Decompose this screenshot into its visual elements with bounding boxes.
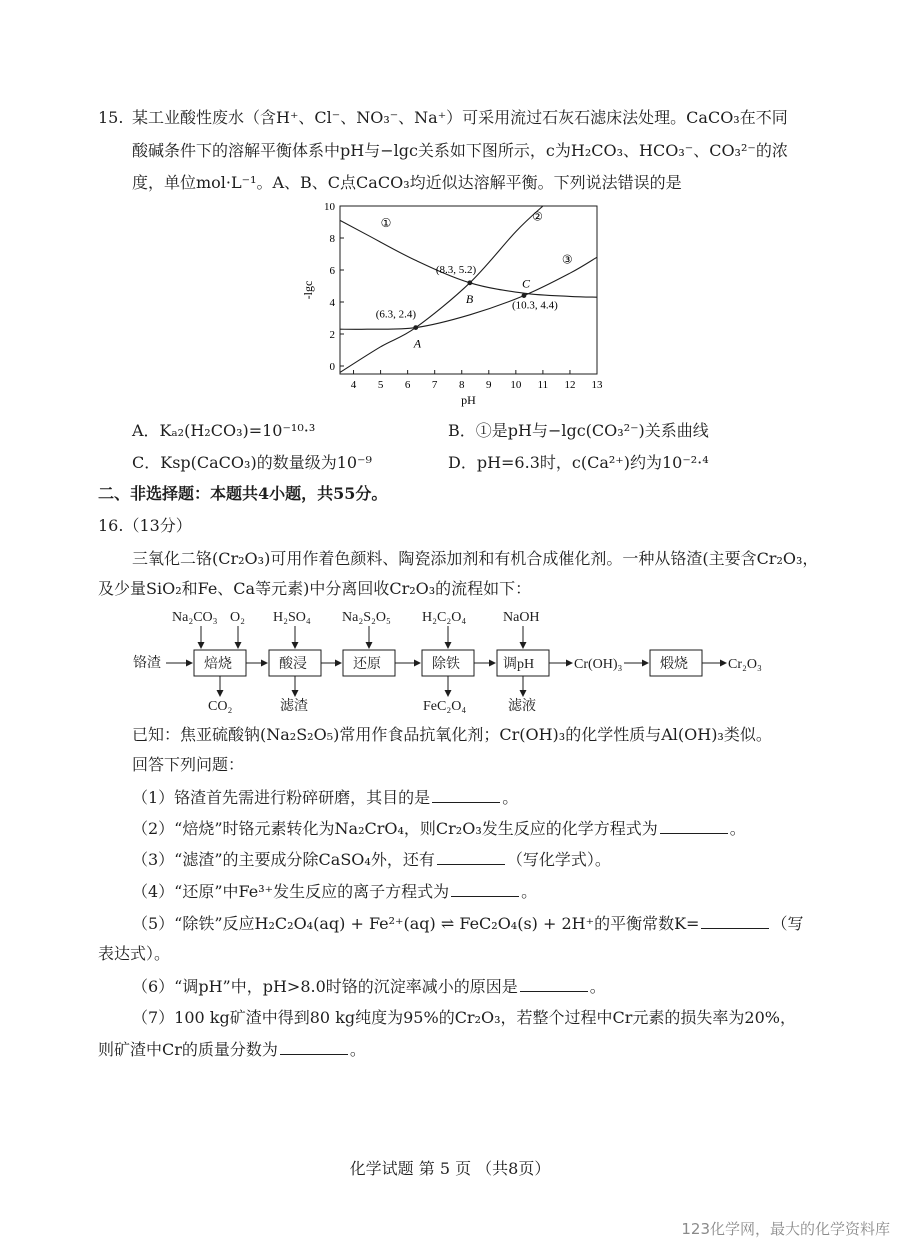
flow-output-fec2o4: FeC₂O₄ bbox=[423, 699, 467, 714]
flow-step-adjust-ph bbox=[497, 650, 549, 676]
q16-sub5-suffix: （写 bbox=[771, 914, 804, 933]
section2-heading: 二、非选择题：本题共4小题，共55分。 bbox=[98, 484, 388, 503]
answer-blank[interactable] bbox=[437, 848, 505, 865]
flow-input-h2c2o4: H₂C₂O₄ bbox=[422, 610, 467, 625]
answer-blank[interactable] bbox=[451, 880, 519, 897]
q15-option-b: B．①是pH与−lgc(CO₃²⁻)关系曲线 bbox=[448, 421, 709, 440]
x-tick-label: 10 bbox=[510, 379, 522, 391]
y-tick-label: 8 bbox=[329, 233, 335, 245]
q16-sub2-text: （2）“焙烧”时铬元素转化为Na₂CrO₄，则Cr₂O₃发生反应的化学方程式为 bbox=[132, 819, 658, 838]
point-coord-label: (10.3, 4.4) bbox=[511, 299, 558, 312]
curve-2 bbox=[340, 206, 543, 372]
x-tick-label: 12 bbox=[564, 379, 576, 391]
flow-input-na2co3: Na₂CO₃ bbox=[172, 610, 218, 625]
period: 。 bbox=[729, 819, 746, 838]
y-tick-label: 10 bbox=[324, 201, 335, 213]
curve-label: ② bbox=[532, 209, 543, 224]
answer-blank[interactable] bbox=[432, 786, 500, 803]
flow-input-na2s2o5: Na₂S₂O₅ bbox=[342, 610, 391, 625]
point-letter: B bbox=[465, 291, 474, 306]
curve-label: ① bbox=[380, 215, 392, 230]
x-tick-label: 9 bbox=[486, 379, 492, 391]
point-coord-label: (8.3, 5.2) bbox=[435, 263, 477, 276]
q15-option-c: C．Ksp(CaCO₃)的数量级为10⁻⁹ bbox=[132, 453, 372, 472]
flow-input-o2: O₂ bbox=[230, 610, 245, 625]
period: 。 bbox=[349, 1040, 366, 1059]
q16-sub3 bbox=[132, 848, 611, 871]
flow-input-h2so4: H₂SO₄ bbox=[273, 610, 311, 625]
flow-step-reduce bbox=[343, 650, 395, 676]
x-tick-label: 13 bbox=[591, 379, 603, 391]
q16-sub5-text: （5）“除铁”反应H₂C₂O₄(aq) + Fe²⁺(aq) ⇌ FeC₂O₄(s) + 2H⁺的平衡常数K= bbox=[132, 914, 700, 933]
point-letter: A bbox=[413, 336, 422, 351]
q16-intro2: 及少量SiO₂和Fe、Ca等元素)中分离回收Cr₂O₃的流程如下： bbox=[98, 579, 532, 598]
q16-known: 已知：焦亚硫酸钠(Na₂S₂O₅)常用作食品抗氧化剂；Cr(OH)₃的化学性质与Al(OH)₃类似。 bbox=[132, 725, 772, 744]
q16-sub4-text: （4）“还原”中Fe³⁺发生反应的离子方程式为 bbox=[132, 882, 450, 901]
q16-sub5 bbox=[132, 912, 803, 935]
ph-lgc-chart bbox=[292, 198, 612, 423]
flow-step-calcine bbox=[650, 650, 702, 676]
flow-output-filtrate: 滤液 bbox=[508, 699, 536, 714]
y-tick-label: 0 bbox=[329, 361, 335, 373]
x-tick-label: 8 bbox=[458, 379, 465, 391]
q16-sub7: （7）100 kg矿渣中得到80 kg纯度为95%的Cr₂O₃，若整个过程中Cr元素的损失率为20%， bbox=[132, 1008, 796, 1027]
flow-output-residue: 滤渣 bbox=[280, 699, 308, 714]
flow-step-label: 调pH bbox=[503, 657, 535, 672]
answer-blank[interactable] bbox=[660, 817, 728, 834]
q16-sub3-text: （3）“滤渣”的主要成分除CaSO₄外，还有 bbox=[132, 850, 435, 869]
q16-answer-prompt: 回答下列问题： bbox=[132, 755, 245, 774]
flow-step-acid-leach bbox=[269, 650, 321, 676]
q16-sub1 bbox=[132, 786, 518, 809]
q15-number: 15. bbox=[98, 108, 124, 127]
answer-blank[interactable] bbox=[701, 912, 769, 929]
flow-step-roast bbox=[194, 650, 246, 676]
q16-sub1-text: （1）铬渣首先需进行粉碎研磨，其目的是 bbox=[132, 788, 431, 807]
point-letter: C bbox=[521, 276, 530, 291]
x-tick-label: 11 bbox=[537, 379, 549, 391]
y-tick-label: 6 bbox=[329, 265, 335, 277]
watermark: 123化学网，最大的化学资料库 bbox=[681, 1220, 890, 1238]
flow-product: Cr₂O₃ bbox=[728, 657, 762, 672]
y-tick-label: 4 bbox=[329, 297, 335, 309]
plot-frame bbox=[340, 206, 597, 374]
x-tick-label: 5 bbox=[377, 379, 384, 391]
flow-start: 铬渣 bbox=[133, 656, 161, 671]
point-a bbox=[413, 325, 418, 330]
process-flowchart bbox=[128, 606, 778, 716]
period: 。 bbox=[521, 882, 538, 901]
curve-1 bbox=[340, 220, 597, 297]
flow-step-label: 酸浸 bbox=[279, 657, 307, 672]
flow-step-label: 还原 bbox=[353, 657, 381, 672]
q16-sub4 bbox=[132, 880, 537, 903]
q15-line2: 酸碱条件下的溶解平衡体系中pH与−lgc关系如下图所示，c为H₂CO₃、HCO₃⁻、CO₃²⁻的浓 bbox=[132, 141, 788, 160]
q15-line1: 某工业酸性废水（含H⁺、Cl⁻、NO₃⁻、Na⁺）可采用流过石灰石滤床法处理。CaCO₃在不同 bbox=[132, 108, 788, 127]
q16-sub7-text: 则矿渣中Cr的质量分数为 bbox=[98, 1040, 278, 1059]
period: 。 bbox=[502, 788, 519, 807]
q16-sub2 bbox=[132, 817, 746, 840]
q16-intro1: 三氧化二铬(Cr₂O₃)可用作着色颜料、陶瓷添加剂和有机合成催化剂。一种从铬渣(主要含Cr₂O₃， bbox=[132, 549, 819, 568]
answer-blank[interactable] bbox=[520, 975, 588, 992]
point-b bbox=[467, 280, 472, 285]
x-axis-label: pH bbox=[461, 393, 476, 407]
q16-sub7-cont bbox=[98, 1038, 366, 1061]
q16-sub5-cont: 表达式）。 bbox=[98, 944, 171, 963]
page-footer: 化学试题 第 5 页 （共8页） bbox=[349, 1159, 551, 1178]
curve-label: ③ bbox=[561, 252, 573, 267]
q16-sub3-suffix: （写化学式）。 bbox=[506, 850, 611, 869]
q16-sub6-text: （6）“调pH”中，pH>8.0时铬的沉淀率减小的原因是 bbox=[132, 977, 518, 996]
flow-step-remove-iron bbox=[422, 650, 474, 676]
answer-blank[interactable] bbox=[280, 1038, 348, 1055]
flow-step-label: 焙烧 bbox=[204, 657, 232, 672]
y-axis-label: -lgc bbox=[301, 280, 315, 300]
y-tick-label: 2 bbox=[329, 329, 335, 341]
flow-step-label: 煅烧 bbox=[660, 657, 688, 672]
q15-line3: 度，单位mol·L⁻¹。A、B、C点CaCO₃均近似达溶解平衡。下列说法错误的是 bbox=[132, 173, 682, 192]
flow-step-label: 除铁 bbox=[432, 657, 460, 672]
flow-input-naoh: NaOH bbox=[503, 610, 540, 625]
q16-sub6 bbox=[132, 975, 606, 998]
x-tick-label: 7 bbox=[431, 379, 438, 391]
q15-option-d: D．pH=6.3时，c(Ca²⁺)约为10⁻²·⁴ bbox=[448, 453, 709, 472]
point-c bbox=[522, 293, 527, 298]
q16-number: 16.（13分） bbox=[98, 516, 192, 535]
q15-option-a: A．Kₐ₂(H₂CO₃)=10⁻¹⁰·³ bbox=[132, 421, 316, 440]
x-tick-label: 6 bbox=[404, 379, 411, 391]
point-coord-label: (6.3, 2.4) bbox=[375, 308, 417, 321]
flow-intermediate: Cr(OH)₃ bbox=[574, 657, 623, 672]
x-tick-label: 4 bbox=[350, 379, 357, 391]
flow-output-co2: CO₂ bbox=[208, 699, 233, 714]
period: 。 bbox=[589, 977, 606, 996]
